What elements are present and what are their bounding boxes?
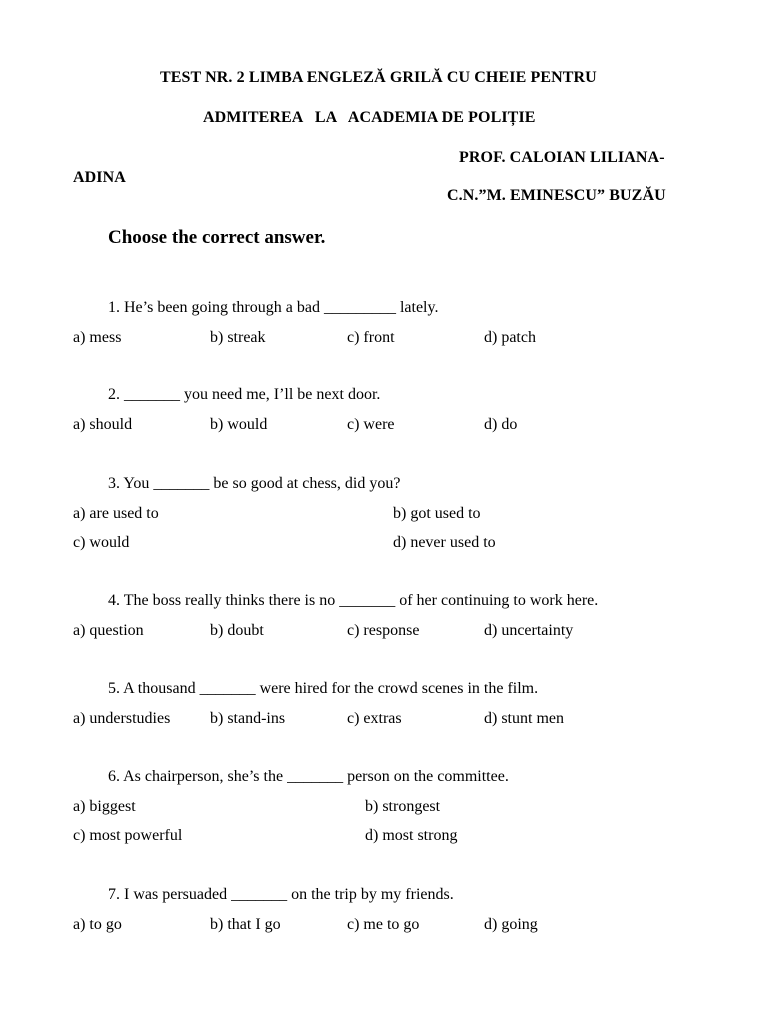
document-title-line-2: ADMITEREA LA ACADEMIA DE POLIȚIE xyxy=(203,109,536,126)
question-3-option-a: a) are used to xyxy=(73,505,159,522)
question-6-option-a: a) biggest xyxy=(73,798,136,815)
question-2-text: 2. _______ you need me, I’ll be next door. xyxy=(108,386,381,403)
question-1-option-a: a) mess xyxy=(73,329,122,346)
document-title-line-1: TEST NR. 2 LIMBA ENGLEZĂ GRILĂ CU CHEIE PENTRU xyxy=(160,69,597,86)
question-6-option-c: c) most powerful xyxy=(73,827,183,844)
question-6-text: 6. As chairperson, she’s the _______ person on the committee. xyxy=(108,768,509,785)
question-7-option-b: b) that I go xyxy=(210,916,281,933)
question-5-option-c: c) extras xyxy=(347,710,402,727)
question-2-option-b: b) would xyxy=(210,416,268,433)
school-name: C.N.”M. EMINESCU” BUZĂU xyxy=(447,187,666,204)
instruction-heading: Choose the correct answer. xyxy=(108,227,326,248)
question-7-option-c: c) me to go xyxy=(347,916,420,933)
question-4-option-b: b) doubt xyxy=(210,622,264,639)
question-2-option-c: c) were xyxy=(347,416,395,433)
question-1-option-c: c) front xyxy=(347,329,395,346)
author-name-line-1: PROF. CALOIAN LILIANA- xyxy=(459,149,665,166)
question-4-option-a: a) question xyxy=(73,622,144,639)
question-7-option-d: d) going xyxy=(484,916,538,933)
question-5-text: 5. A thousand _______ were hired for the crowd scenes in the film. xyxy=(108,680,539,697)
question-3-option-c: c) would xyxy=(73,534,130,551)
question-4-text: 4. The boss really thinks there is no _______ of her continuing to work here. xyxy=(108,592,599,609)
question-7-option-a: a) to go xyxy=(73,916,122,933)
question-6-option-d: d) most strong xyxy=(365,827,458,844)
question-3-option-d: d) never used to xyxy=(393,534,496,551)
question-1-text: 1. He’s been going through a bad _________ lately. xyxy=(108,299,439,316)
question-4-option-d: d) uncertainty xyxy=(484,622,574,639)
question-5-option-a: a) understudies xyxy=(73,710,171,727)
question-2-option-d: d) do xyxy=(484,416,518,433)
question-2-option-a: a) should xyxy=(73,416,133,433)
question-6-option-b: b) strongest xyxy=(365,798,441,815)
question-1-option-b: b) streak xyxy=(210,329,266,346)
question-5-option-d: d) stunt men xyxy=(484,710,564,727)
question-1-option-d: d) patch xyxy=(484,329,536,346)
question-3-text: 3. You _______ be so good at chess, did you? xyxy=(108,475,401,492)
question-4-option-c: c) response xyxy=(347,622,420,639)
question-5-option-b: b) stand-ins xyxy=(210,710,286,727)
question-3-option-b: b) got used to xyxy=(393,505,481,522)
question-7-text: 7. I was persuaded _______ on the trip by my friends. xyxy=(108,886,454,903)
author-name-line-2: ADINA xyxy=(73,169,126,186)
